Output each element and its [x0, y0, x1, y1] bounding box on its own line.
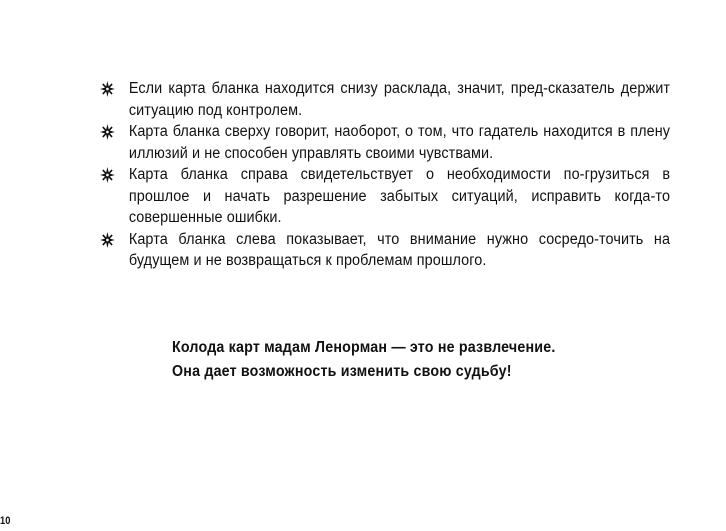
bullet-list: [100, 78, 671, 272]
bullet-item: [100, 164, 670, 229]
closing-line-1: Колода карт мадам Ленорман — это не развлечение.: [172, 339, 556, 356]
closing-statement: [172, 336, 595, 384]
compass-star-icon: [100, 124, 115, 140]
bullet-text: Карта бланка сверху говорит, наоборот, о том, что гадатель находится в плену иллюзий и не способен управлять своими чувствами.: [128, 123, 671, 162]
bullet-item: [100, 121, 670, 164]
bullet-text: Если карта бланка находится снизу расклада, значит, пред-сказатель держит ситуацию под контролем.: [128, 80, 671, 119]
closing-line-2: Она дает возможность изменить свою судьбу!: [172, 363, 512, 380]
page-number: 10: [0, 515, 11, 527]
compass-star-icon: [100, 167, 115, 183]
bullet-item: [100, 229, 670, 272]
compass-star-icon: [100, 232, 115, 248]
bullet-item: [100, 78, 670, 121]
bullet-text: Карта бланка слева показывает, что внимание нужно сосредо-точить на будущем и не возвращаться к проблемам прошлого.: [128, 230, 671, 269]
bullet-text: Карта бланка справа свидетельствует о необходимости по-грузиться в прошлое и начать разрешение забытых ситуаций, исправить когда-то совершенные ошибки.: [128, 166, 671, 226]
compass-star-icon: [100, 81, 115, 97]
